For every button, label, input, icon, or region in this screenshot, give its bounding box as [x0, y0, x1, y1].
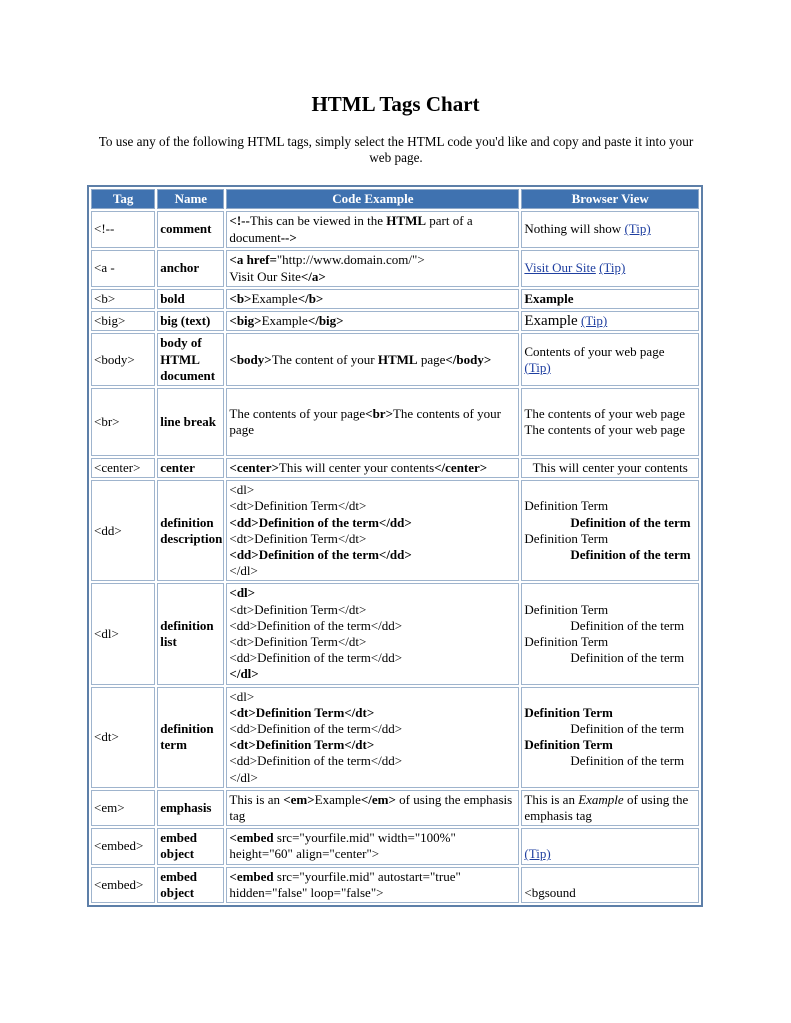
tag-cell: <dt> [91, 687, 155, 788]
tag-cell: <!-- [91, 211, 155, 248]
code-cell: This is an <em>Example</em> of using the emphasis tag [226, 790, 519, 826]
header-row [91, 189, 699, 209]
table-row-dd [91, 480, 699, 581]
tip-link[interactable]: (Tip) [580, 313, 608, 329]
code-cell: <b>Example</b> [226, 289, 519, 309]
name-cell: emphasis [157, 790, 224, 826]
name-cell: big (text) [157, 311, 224, 331]
tag-cell: <body> [91, 333, 155, 386]
view-cell: The contents of your web page The contents of your web page [521, 388, 699, 456]
view-cell: Example (Tip) [521, 311, 699, 331]
name-cell: anchor [157, 250, 224, 287]
table-row-body [91, 333, 699, 386]
header-code: Code Example [226, 189, 519, 209]
view-cell: This is an Example of using the emphasis tag [521, 790, 699, 826]
page-title: HTML Tags Chart [311, 92, 480, 116]
view-cell: Definition Term Definition of the term Definition Term Definition of the term [521, 583, 699, 684]
name-cell: definition term [157, 687, 224, 788]
view-cell: <bgsound [521, 867, 699, 903]
header-view: Browser View [521, 189, 699, 209]
name-cell: body of HTML document [157, 333, 224, 386]
table-row-br [91, 388, 699, 456]
view-cell: This will center your contents [521, 458, 699, 478]
intro-text: To use any of the following HTML tags, simply select the HTML code you'd like and copy and paste it into your web page. [98, 134, 694, 165]
tag-cell: <embed> [91, 867, 155, 903]
tag-cell: <embed> [91, 828, 155, 864]
code-cell: <dl> <dt>Definition Term</dt> <dd>Definition of the term</dd> <dt>Definition Term</dt> <dd>Definition of the term</dd> </dl> [226, 583, 519, 684]
name-cell: embed object [157, 828, 224, 864]
table-row-bold [91, 289, 699, 309]
view-cell: Contents of your web page (Tip) [521, 333, 699, 386]
tag-cell: <em> [91, 790, 155, 826]
code-cell: <body>The content of your HTML page</body> [226, 333, 519, 386]
name-cell: line break [157, 388, 224, 456]
view-cell [521, 828, 699, 864]
tag-cell: <big> [91, 311, 155, 331]
view-cell: Definition Term Definition of the term Definition Term Definition of the term [521, 687, 699, 788]
table-row-em [91, 790, 699, 826]
name-cell: definition list [157, 583, 224, 684]
name-cell: definition description [157, 480, 224, 581]
code-cell: <embed src="yourfile.mid" width="100%" height="60" align="center"> [226, 828, 519, 864]
tag-cell: <a - [91, 250, 155, 287]
name-cell: comment [157, 211, 224, 248]
name-cell: center [157, 458, 224, 478]
tags-chart-table [87, 185, 703, 907]
tag-cell: <b> [91, 289, 155, 309]
code-cell: <dl> <dt>Definition Term</dt> <dd>Definition of the term</dd> <dt>Definition Term</dt> <dd>Definition of the term</dd> </dl> [226, 480, 519, 581]
tip-link[interactable]: (Tip) [624, 221, 651, 237]
code-cell: The contents of your page<br>The contents of your page [226, 388, 519, 456]
table-row-embed [91, 828, 699, 864]
header-tag: Tag [91, 189, 155, 209]
table-row-dl [91, 583, 699, 684]
tip-link[interactable]: (Tip) [524, 846, 551, 862]
tag-cell: <center> [91, 458, 155, 478]
name-cell: embed object [157, 867, 224, 903]
header-name: Name [157, 189, 224, 209]
tip-link[interactable]: (Tip) [599, 260, 626, 276]
visit-our-site-link[interactable]: Visit Our Site [524, 260, 596, 276]
tag-cell: <dl> [91, 583, 155, 684]
code-cell: <!--This can be viewed in the HTML part of a document--> [226, 211, 519, 248]
name-cell: bold [157, 289, 224, 309]
code-cell: <a href="http://www.domain.com/"> Visit Our Site</a> [226, 250, 519, 287]
view-cell: Example [521, 289, 699, 309]
code-cell: <center>This will center your contents</center> [226, 458, 519, 478]
table-row-big [91, 311, 699, 331]
code-cell: <big>Example</big> [226, 311, 519, 331]
tag-cell: <dd> [91, 480, 155, 581]
view-cell [521, 250, 699, 287]
table-row-center [91, 458, 699, 478]
table-row-comment [91, 211, 699, 248]
table-row-embed [91, 867, 699, 903]
code-cell: <dl> <dt>Definition Term</dt> <dd>Definition of the term</dd> <dt>Definition Term</dt> <dd>Definition of the term</dd> </dl> [226, 687, 519, 788]
view-cell: Definition Term Definition of the term Definition Term Definition of the term [521, 480, 699, 581]
code-cell: <embed src="yourfile.mid" autostart="true" hidden="false" loop="false"> [226, 867, 519, 903]
table-row-dt [91, 687, 699, 788]
tip-link[interactable]: (Tip) [524, 359, 551, 375]
table-row-anchor [91, 250, 699, 287]
tag-cell: <br> [91, 388, 155, 456]
tags-chart-wrapper [87, 185, 703, 907]
view-cell: Nothing will show (Tip) [521, 211, 699, 248]
